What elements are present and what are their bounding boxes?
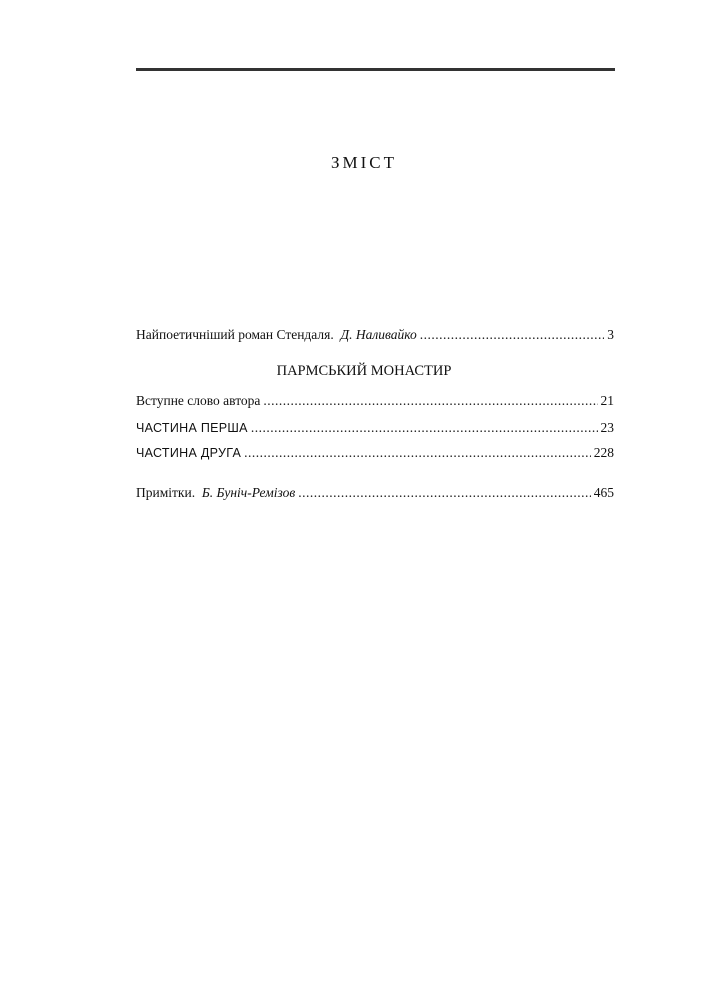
toc-page-number: 228 <box>593 445 614 460</box>
toc-entry-title: Найпоетичніший роман Стендаля. Д. Наливайко <box>136 327 417 342</box>
toc-entry-title: ЧАСТИНА ДРУГА <box>136 446 242 460</box>
toc-entry-intro[interactable] <box>136 327 614 343</box>
toc-entry-part-two[interactable] <box>136 445 614 461</box>
toc-page-number: 465 <box>593 485 614 500</box>
toc-entry-title: Вступне слово автора <box>136 393 261 408</box>
leader-dots <box>263 393 597 409</box>
toc-entry-title: Примітки. Б. Буніч-Ремізов <box>136 485 296 500</box>
toc-page-number: 21 <box>600 393 614 408</box>
leader-dots <box>244 445 591 461</box>
toc-entry-title: ЧАСТИНА ПЕРША <box>136 421 248 435</box>
toc-entry-part-one[interactable] <box>136 420 614 436</box>
leader-dots <box>251 420 598 436</box>
header-rule <box>136 68 615 71</box>
toc-page-number: 23 <box>600 420 614 435</box>
toc-entry-author: Д. Наливайко <box>340 327 417 342</box>
toc-entry-preface[interactable] <box>136 393 614 409</box>
leader-dots <box>298 485 591 501</box>
toc-entry-author: Б. Буніч-Ремізов <box>201 485 296 500</box>
page-title: ЗМІСТ <box>330 153 398 172</box>
leader-dots <box>420 327 604 343</box>
toc-entry-notes[interactable] <box>136 485 614 501</box>
section-heading: ПАРМСЬКИЙ МОНАСТИР <box>276 363 452 379</box>
toc-page-number: 3 <box>607 327 614 342</box>
